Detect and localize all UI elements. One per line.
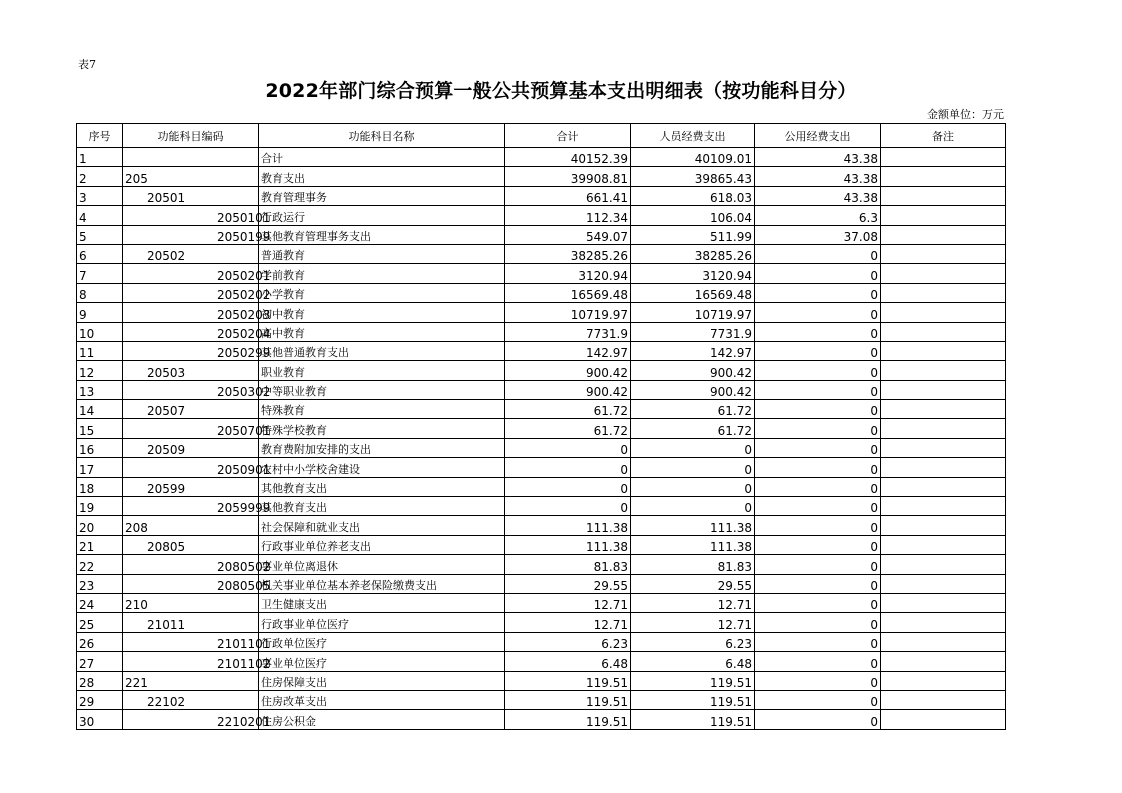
cell-name: 初中教育 — [259, 303, 505, 322]
cell-note — [881, 225, 1006, 244]
cell-code: 20503 — [123, 361, 259, 380]
table-row — [77, 574, 1006, 593]
cell-total: 61.72 — [505, 400, 631, 419]
cell-name: 普通教育 — [259, 244, 505, 263]
table-row — [77, 477, 1006, 496]
cell-name: 住房保障支出 — [259, 671, 505, 690]
cell-code: 22102 — [123, 690, 259, 709]
cell-public: 0 — [755, 477, 881, 496]
cell-seq: 27 — [77, 652, 123, 671]
cell-total: 39908.81 — [505, 167, 631, 186]
cell-note — [881, 303, 1006, 322]
cell-total: 12.71 — [505, 593, 631, 612]
cell-personnel: 3120.94 — [631, 264, 755, 283]
cell-note — [881, 555, 1006, 574]
cell-total: 119.51 — [505, 671, 631, 690]
cell-name: 高中教育 — [259, 322, 505, 341]
table-row — [77, 148, 1006, 167]
cell-name: 事业单位医疗 — [259, 652, 505, 671]
cell-total: 661.41 — [505, 186, 631, 205]
cell-name: 教育支出 — [259, 167, 505, 186]
cell-personnel: 0 — [631, 497, 755, 516]
cell-note — [881, 497, 1006, 516]
cell-personnel: 12.71 — [631, 613, 755, 632]
cell-personnel: 142.97 — [631, 341, 755, 360]
cell-public: 43.38 — [755, 186, 881, 205]
cell-total: 111.38 — [505, 516, 631, 535]
cell-public: 0 — [755, 341, 881, 360]
cell-code: 2050199 — [123, 225, 259, 244]
cell-note — [881, 206, 1006, 225]
cell-name: 行政运行 — [259, 206, 505, 225]
table-row — [77, 264, 1006, 283]
cell-seq: 15 — [77, 419, 123, 438]
cell-note — [881, 244, 1006, 263]
cell-public: 0 — [755, 400, 881, 419]
table-row — [77, 671, 1006, 690]
cell-note — [881, 322, 1006, 341]
table-row — [77, 380, 1006, 399]
table-row — [77, 613, 1006, 632]
cell-code: 2050101 — [123, 206, 259, 225]
cell-seq: 6 — [77, 244, 123, 263]
header-code: 功能科目编码 — [123, 124, 259, 148]
cell-personnel: 7731.9 — [631, 322, 755, 341]
table-row — [77, 535, 1006, 554]
header-public: 公用经费支出 — [755, 124, 881, 148]
cell-personnel: 618.03 — [631, 186, 755, 205]
cell-note — [881, 574, 1006, 593]
cell-public: 0 — [755, 593, 881, 612]
cell-public: 0 — [755, 652, 881, 671]
cell-public: 0 — [755, 632, 881, 651]
cell-code: 2050901 — [123, 458, 259, 477]
cell-public: 0 — [755, 710, 881, 729]
cell-total: 12.71 — [505, 613, 631, 632]
cell-name: 其他教育支出 — [259, 477, 505, 496]
cell-name: 特殊教育 — [259, 400, 505, 419]
cell-note — [881, 283, 1006, 302]
cell-seq: 29 — [77, 690, 123, 709]
cell-name: 教育管理事务 — [259, 186, 505, 205]
header-total: 合计 — [505, 124, 631, 148]
cell-code: 2101101 — [123, 632, 259, 651]
cell-code: 2080502 — [123, 555, 259, 574]
cell-seq: 13 — [77, 380, 123, 399]
cell-note — [881, 361, 1006, 380]
table-row — [77, 186, 1006, 205]
table-row — [77, 400, 1006, 419]
cell-total: 6.48 — [505, 652, 631, 671]
cell-seq: 2 — [77, 167, 123, 186]
cell-personnel: 6.23 — [631, 632, 755, 651]
cell-note — [881, 419, 1006, 438]
cell-code: 20502 — [123, 244, 259, 263]
cell-seq: 22 — [77, 555, 123, 574]
cell-seq: 26 — [77, 632, 123, 651]
cell-note — [881, 690, 1006, 709]
cell-total: 0 — [505, 458, 631, 477]
cell-seq: 17 — [77, 458, 123, 477]
cell-code: 2050202 — [123, 283, 259, 302]
cell-code: 20509 — [123, 438, 259, 457]
cell-seq: 12 — [77, 361, 123, 380]
cell-public: 0 — [755, 497, 881, 516]
page-title: 2022年部门综合预算一般公共预算基本支出明细表（按功能科目分） — [265, 80, 857, 102]
cell-name: 职业教育 — [259, 361, 505, 380]
cell-note — [881, 458, 1006, 477]
table-row — [77, 419, 1006, 438]
cell-personnel: 16569.48 — [631, 283, 755, 302]
cell-seq: 18 — [77, 477, 123, 496]
cell-total: 16569.48 — [505, 283, 631, 302]
cell-public: 6.3 — [755, 206, 881, 225]
cell-public: 0 — [755, 264, 881, 283]
cell-note — [881, 535, 1006, 554]
table-row — [77, 555, 1006, 574]
cell-note — [881, 477, 1006, 496]
cell-personnel: 81.83 — [631, 555, 755, 574]
table-row — [77, 690, 1006, 709]
cell-total: 900.42 — [505, 380, 631, 399]
cell-total: 61.72 — [505, 419, 631, 438]
cell-public: 0 — [755, 283, 881, 302]
cell-seq: 28 — [77, 671, 123, 690]
cell-personnel: 0 — [631, 438, 755, 457]
cell-name: 行政事业单位养老支出 — [259, 535, 505, 554]
cell-name: 小学教育 — [259, 283, 505, 302]
cell-code: 2050201 — [123, 264, 259, 283]
table-row — [77, 303, 1006, 322]
cell-seq: 24 — [77, 593, 123, 612]
cell-code: 2080505 — [123, 574, 259, 593]
cell-public: 0 — [755, 303, 881, 322]
cell-note — [881, 400, 1006, 419]
cell-total: 40152.39 — [505, 148, 631, 167]
cell-name: 其他教育支出 — [259, 497, 505, 516]
cell-code: 2050299 — [123, 341, 259, 360]
cell-seq: 20 — [77, 516, 123, 535]
cell-note — [881, 710, 1006, 729]
expenditure-table — [76, 123, 1006, 730]
cell-total: 6.23 — [505, 632, 631, 651]
header-seq: 序号 — [77, 124, 123, 148]
cell-public: 0 — [755, 419, 881, 438]
cell-name: 特殊学校教育 — [259, 419, 505, 438]
table-row — [77, 516, 1006, 535]
cell-personnel: 0 — [631, 458, 755, 477]
cell-seq: 11 — [77, 341, 123, 360]
cell-code: 2210201 — [123, 710, 259, 729]
table-row — [77, 361, 1006, 380]
cell-seq: 1 — [77, 148, 123, 167]
cell-name: 住房改革支出 — [259, 690, 505, 709]
cell-name: 机关事业单位基本养老保险缴费支出 — [259, 574, 505, 593]
cell-note — [881, 438, 1006, 457]
cell-public: 0 — [755, 458, 881, 477]
cell-total: 0 — [505, 438, 631, 457]
cell-code: 2101102 — [123, 652, 259, 671]
cell-seq: 23 — [77, 574, 123, 593]
cell-code: 20599 — [123, 477, 259, 496]
cell-seq: 3 — [77, 186, 123, 205]
cell-name: 其他教育管理事务支出 — [259, 225, 505, 244]
cell-public: 0 — [755, 555, 881, 574]
cell-personnel: 106.04 — [631, 206, 755, 225]
cell-total: 900.42 — [505, 361, 631, 380]
cell-name: 事业单位离退休 — [259, 555, 505, 574]
cell-total: 119.51 — [505, 710, 631, 729]
cell-seq: 5 — [77, 225, 123, 244]
cell-personnel: 29.55 — [631, 574, 755, 593]
table-row — [77, 593, 1006, 612]
cell-note — [881, 380, 1006, 399]
header-personnel: 人员经费支出 — [631, 124, 755, 148]
cell-personnel: 12.71 — [631, 593, 755, 612]
cell-total: 7731.9 — [505, 322, 631, 341]
cell-personnel: 40109.01 — [631, 148, 755, 167]
cell-seq: 10 — [77, 322, 123, 341]
table-row — [77, 244, 1006, 263]
cell-name: 合计 — [259, 148, 505, 167]
cell-total: 81.83 — [505, 555, 631, 574]
cell-personnel: 119.51 — [631, 671, 755, 690]
cell-code: 210 — [123, 593, 259, 612]
cell-note — [881, 148, 1006, 167]
cell-public: 0 — [755, 438, 881, 457]
cell-note — [881, 341, 1006, 360]
cell-total: 0 — [505, 477, 631, 496]
cell-public: 43.38 — [755, 167, 881, 186]
cell-note — [881, 264, 1006, 283]
table-header-row — [77, 124, 1006, 148]
cell-seq: 16 — [77, 438, 123, 457]
table-row — [77, 632, 1006, 651]
cell-note — [881, 593, 1006, 612]
cell-seq: 21 — [77, 535, 123, 554]
cell-public: 0 — [755, 380, 881, 399]
cell-total: 0 — [505, 497, 631, 516]
cell-public: 0 — [755, 690, 881, 709]
cell-personnel: 900.42 — [631, 361, 755, 380]
cell-personnel: 0 — [631, 477, 755, 496]
cell-public: 0 — [755, 671, 881, 690]
table-row — [77, 225, 1006, 244]
cell-name: 行政单位医疗 — [259, 632, 505, 651]
cell-personnel: 61.72 — [631, 400, 755, 419]
cell-name: 卫生健康支出 — [259, 593, 505, 612]
cell-personnel: 10719.97 — [631, 303, 755, 322]
cell-name: 学前教育 — [259, 264, 505, 283]
cell-code: 2059999 — [123, 497, 259, 516]
cell-total: 111.38 — [505, 535, 631, 554]
table-row — [77, 167, 1006, 186]
cell-name: 农村中小学校舍建设 — [259, 458, 505, 477]
header-name: 功能科目名称 — [259, 124, 505, 148]
cell-code: 20805 — [123, 535, 259, 554]
cell-personnel: 111.38 — [631, 516, 755, 535]
table-row — [77, 322, 1006, 341]
cell-note — [881, 613, 1006, 632]
cell-personnel: 39865.43 — [631, 167, 755, 186]
cell-total: 112.34 — [505, 206, 631, 225]
cell-personnel: 111.38 — [631, 535, 755, 554]
cell-total: 142.97 — [505, 341, 631, 360]
cell-note — [881, 671, 1006, 690]
cell-note — [881, 167, 1006, 186]
cell-code: 205 — [123, 167, 259, 186]
table-row — [77, 710, 1006, 729]
cell-public: 0 — [755, 516, 881, 535]
cell-public: 0 — [755, 322, 881, 341]
cell-name: 行政事业单位医疗 — [259, 613, 505, 632]
table-row — [77, 458, 1006, 477]
cell-note — [881, 516, 1006, 535]
cell-public: 37.08 — [755, 225, 881, 244]
table-row — [77, 283, 1006, 302]
cell-name: 社会保障和就业支出 — [259, 516, 505, 535]
cell-personnel: 61.72 — [631, 419, 755, 438]
cell-code: 2050203 — [123, 303, 259, 322]
cell-personnel: 511.99 — [631, 225, 755, 244]
table-row — [77, 652, 1006, 671]
amount-unit: 金额单位：万元 — [927, 108, 1004, 121]
cell-seq: 14 — [77, 400, 123, 419]
table-label: 表7 — [78, 58, 96, 71]
cell-total: 3120.94 — [505, 264, 631, 283]
cell-public: 0 — [755, 361, 881, 380]
cell-code: 20501 — [123, 186, 259, 205]
cell-personnel: 6.48 — [631, 652, 755, 671]
cell-public: 0 — [755, 244, 881, 263]
cell-name: 教育费附加安排的支出 — [259, 438, 505, 457]
cell-public: 0 — [755, 613, 881, 632]
cell-note — [881, 652, 1006, 671]
header-note: 备注 — [881, 124, 1006, 148]
cell-note — [881, 632, 1006, 651]
cell-seq: 8 — [77, 283, 123, 302]
cell-personnel: 119.51 — [631, 710, 755, 729]
cell-total: 10719.97 — [505, 303, 631, 322]
cell-code — [123, 148, 259, 167]
cell-total: 29.55 — [505, 574, 631, 593]
cell-total: 119.51 — [505, 690, 631, 709]
cell-code: 2050204 — [123, 322, 259, 341]
table-row — [77, 497, 1006, 516]
cell-seq: 25 — [77, 613, 123, 632]
cell-seq: 9 — [77, 303, 123, 322]
cell-personnel: 119.51 — [631, 690, 755, 709]
cell-total: 38285.26 — [505, 244, 631, 263]
cell-name: 住房公积金 — [259, 710, 505, 729]
cell-note — [881, 186, 1006, 205]
cell-seq: 4 — [77, 206, 123, 225]
cell-code: 221 — [123, 671, 259, 690]
cell-seq: 30 — [77, 710, 123, 729]
table-row — [77, 438, 1006, 457]
cell-code: 2050701 — [123, 419, 259, 438]
cell-personnel: 38285.26 — [631, 244, 755, 263]
table-body — [77, 148, 1006, 730]
table-row — [77, 206, 1006, 225]
cell-seq: 19 — [77, 497, 123, 516]
table-row — [77, 341, 1006, 360]
cell-name: 中等职业教育 — [259, 380, 505, 399]
cell-code: 2050302 — [123, 380, 259, 399]
cell-code: 20507 — [123, 400, 259, 419]
cell-public: 0 — [755, 574, 881, 593]
cell-personnel: 900.42 — [631, 380, 755, 399]
cell-name: 其他普通教育支出 — [259, 341, 505, 360]
cell-code: 21011 — [123, 613, 259, 632]
cell-public: 0 — [755, 535, 881, 554]
cell-code: 208 — [123, 516, 259, 535]
cell-seq: 7 — [77, 264, 123, 283]
cell-public: 43.38 — [755, 148, 881, 167]
cell-total: 549.07 — [505, 225, 631, 244]
